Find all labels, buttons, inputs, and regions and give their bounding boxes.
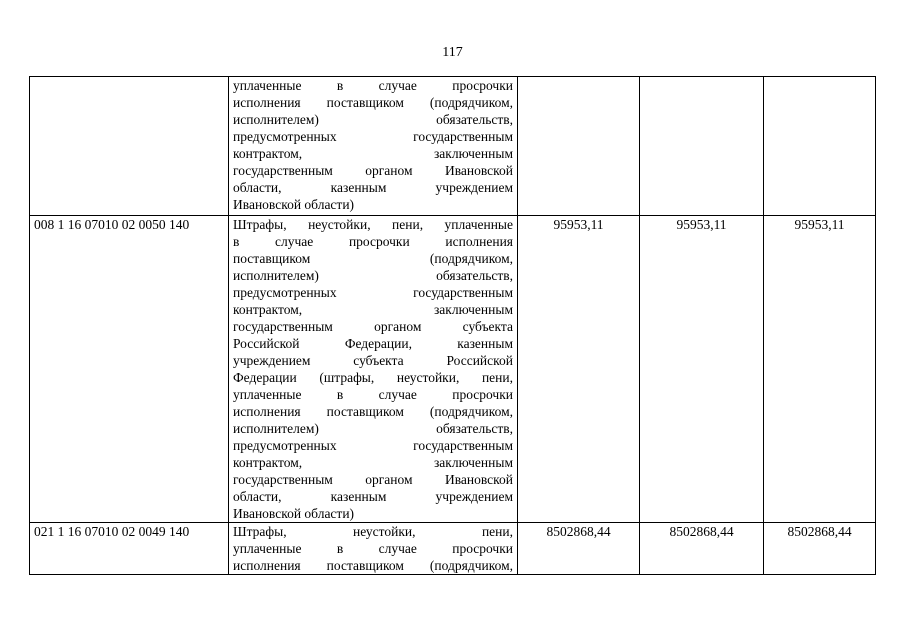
description-line: уплаченные в случае просрочки <box>233 387 513 402</box>
description-line: области, казенным учреждением <box>233 489 513 504</box>
description-line: государственным органом Ивановской <box>233 163 513 178</box>
description-line: предусмотренных государственным <box>233 438 513 453</box>
value-cell-3: 8502868,44 <box>764 523 876 575</box>
description-cell <box>229 77 518 216</box>
description-line: уплаченные в случае просрочки <box>233 78 513 93</box>
table-row <box>30 216 876 523</box>
value-cell-3: 95953,11 <box>764 216 876 523</box>
value-cell-1 <box>518 77 640 216</box>
description-line: Ивановской области) <box>233 506 355 521</box>
description-line: области, казенным учреждением <box>233 180 513 195</box>
description-line: исполнителем) обязательств, <box>233 112 513 127</box>
description-line: предусмотренных государственным <box>233 285 513 300</box>
description-line: исполнителем) обязательств, <box>233 421 513 436</box>
value-cell-2: 95953,11 <box>640 216 764 523</box>
description-line: в случае просрочки исполнения <box>233 234 513 249</box>
description-cell <box>229 523 518 575</box>
description-line: Российской Федерации, казенным <box>233 336 513 351</box>
budget-code-cell: 008 1 16 07010 02 0050 140 <box>30 216 229 523</box>
description-line: контрактом, заключенным <box>233 455 513 470</box>
description-line: контрактом, заключенным <box>233 302 513 317</box>
description-line: контрактом, заключенным <box>233 146 513 161</box>
description-cell <box>229 216 518 523</box>
description-line: Штрафы, неустойки, пени, уплаченные <box>233 217 513 232</box>
value-cell-2 <box>640 77 764 216</box>
description-line: исполнения поставщиком (подрядчиком, <box>233 558 513 573</box>
budget-code-cell <box>30 77 229 216</box>
value-cell-3 <box>764 77 876 216</box>
value-cell-1: 95953,11 <box>518 216 640 523</box>
description-line: исполнителем) обязательств, <box>233 268 513 283</box>
description-line: Федерации (штрафы, неустойки, пени, <box>233 370 513 385</box>
description-line: учреждением субъекта Российской <box>233 353 513 368</box>
description-line: исполнения поставщиком (подрядчиком, <box>233 404 513 419</box>
description-line: государственным органом субъекта <box>233 319 513 334</box>
description-line: уплаченные в случае просрочки <box>233 541 513 556</box>
value-cell-2: 8502868,44 <box>640 523 764 575</box>
page-number: 117 <box>442 45 463 60</box>
description-line: предусмотренных государственным <box>233 129 513 144</box>
budget-table <box>29 76 876 575</box>
table-row <box>30 523 876 575</box>
value-cell-1: 8502868,44 <box>518 523 640 575</box>
description-line: Штрафы, неустойки, пени, <box>233 524 513 539</box>
table-row <box>30 77 876 216</box>
description-line: исполнения поставщиком (подрядчиком, <box>233 95 513 110</box>
description-line: Ивановской области) <box>233 197 355 212</box>
budget-code-cell: 021 1 16 07010 02 0049 140 <box>30 523 229 575</box>
description-line: поставщиком (подрядчиком, <box>233 251 513 266</box>
description-line: государственным органом Ивановской <box>233 472 513 487</box>
